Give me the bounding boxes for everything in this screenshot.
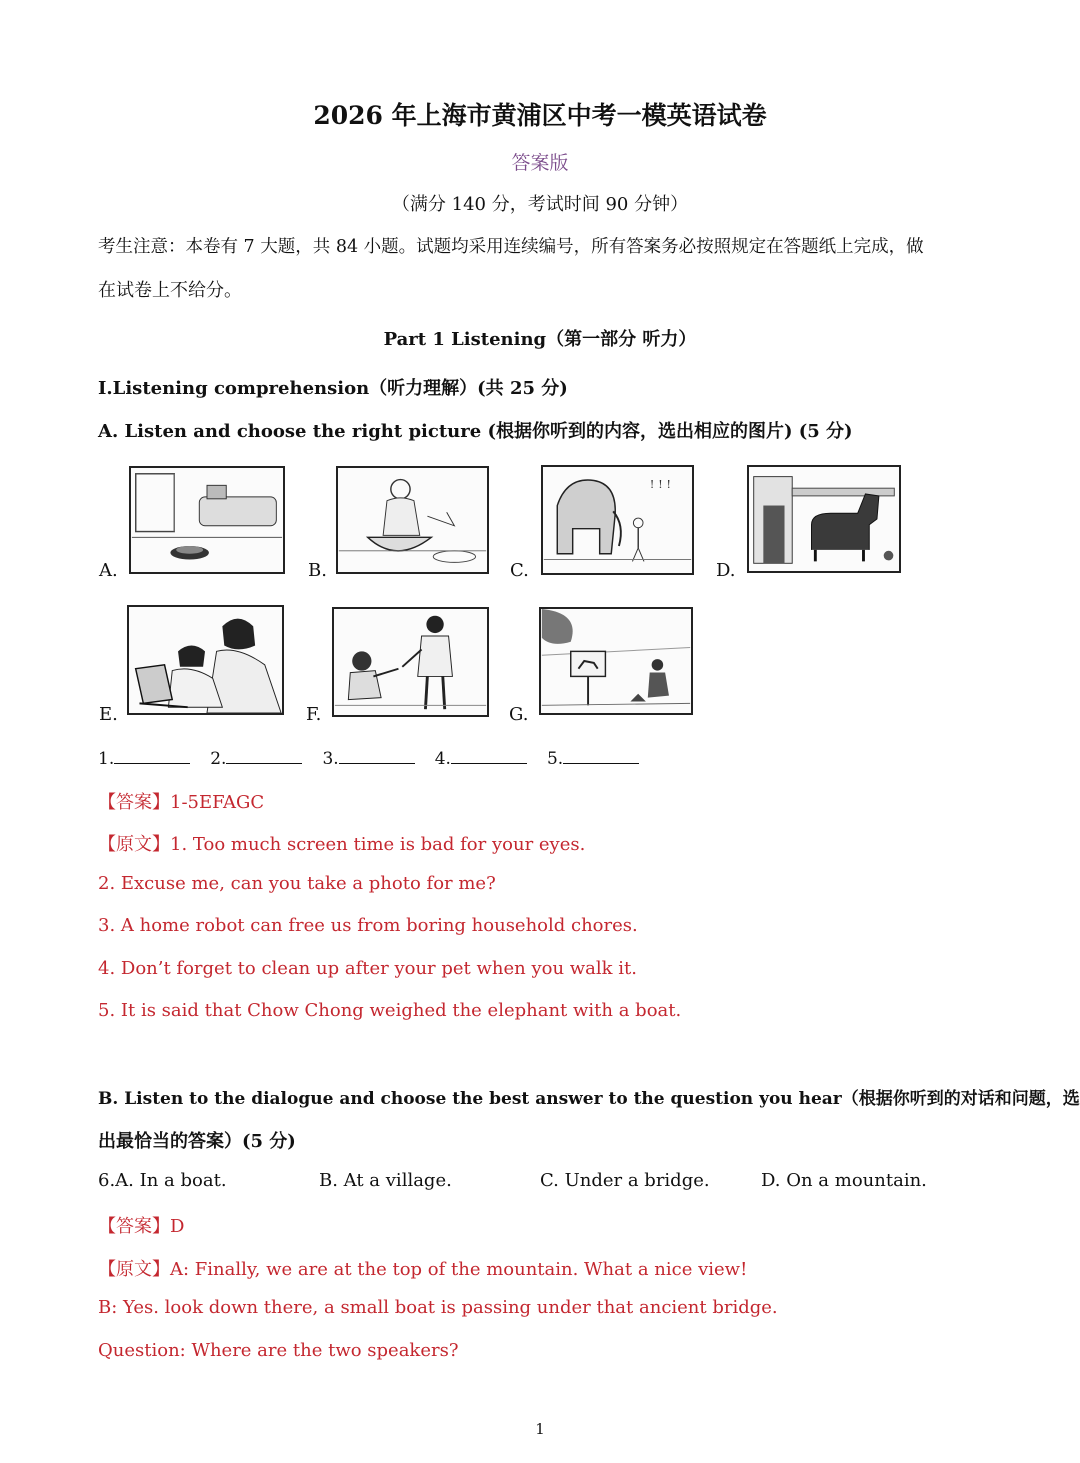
picture-label-e: E. [99, 704, 118, 725]
picture-label-d: D. [716, 560, 736, 581]
section-B-heading-1: B. Listen to the dialogue and choose the best answer to the question you hear（根据你听到的对话和问题，选 [98, 1089, 1080, 1109]
answer-blank-3[interactable] [339, 745, 415, 764]
answer-blanks-row [98, 745, 639, 769]
picture-c-illustration [543, 467, 692, 573]
transcript-tag-q6: 【原文】 [98, 1259, 170, 1280]
blank-label-2: 2. [210, 749, 227, 769]
picture-label-a: A. [99, 560, 118, 581]
blank-label-1: 1. [98, 749, 115, 769]
picture-d-illustration [749, 467, 899, 571]
answer-blank-4[interactable] [451, 745, 527, 764]
picture-a-illustration [131, 468, 283, 572]
picture-g-illustration [541, 609, 691, 713]
transcript-q6-1: A: Finally, we are at the top of the mountain. What a nice view! [170, 1259, 748, 1280]
picture-d-trojan-horse [747, 465, 901, 573]
section-I-heading: I.Listening comprehension（听力理解）(共 25 分) [98, 378, 568, 399]
score-time-note: （满分 140 分，考试时间 90 分钟） [391, 194, 689, 215]
picture-c-elephant [541, 465, 694, 575]
picture-b-dishes [336, 466, 489, 574]
answer-tag-q6: 【答案】 [98, 1216, 170, 1237]
transcript-a-line-1 [98, 830, 585, 856]
picture-label-c: C. [510, 560, 529, 581]
picture-e-illustration [129, 607, 282, 713]
picture-label-f: F. [306, 704, 322, 725]
picture-e-laptop [127, 605, 284, 715]
picture-f-illustration [334, 609, 487, 715]
notice-line-1: 考生注意：本卷有 7 大题，共 84 小题。试题均采用连续编号，所有答案务必按照规定在答题纸上完成，做 [98, 237, 924, 257]
answer-q6 [98, 1212, 184, 1238]
picture-label-b: B. [308, 560, 327, 581]
answer-a [98, 788, 264, 814]
transcript-q6-2: B: Yes. look down there, a small boat is passing under that ancient bridge. [98, 1297, 778, 1318]
picture-a-robot-vacuum [129, 466, 285, 574]
answer-blank-1[interactable] [114, 745, 190, 764]
page-subtitle: 答案版 [511, 152, 569, 174]
page-number: 1 [535, 1420, 545, 1438]
transcript-a-5: 5. It is said that Chow Chong weighed the elephant with a boat. [98, 1000, 682, 1021]
picture-b-illustration [338, 468, 487, 572]
answer-blank-5[interactable] [563, 745, 639, 764]
blank-label-4: 4. [434, 749, 451, 769]
q6-option-d[interactable]: D. On a mountain. [761, 1170, 927, 1191]
notice-line-2: 在试卷上不给分。 [98, 280, 242, 301]
picture-g-dog-park [539, 607, 693, 715]
picture-f-photo-request [332, 607, 489, 717]
part1-heading: Part 1 Listening（第一部分 听力） [383, 329, 697, 350]
q6-option-c[interactable]: C. Under a bridge. [540, 1170, 710, 1191]
transcript-q6-line-1 [98, 1255, 747, 1281]
transcript-a-4: 4. Don’t forget to clean up after your pet when you walk it. [98, 958, 638, 979]
answer-q6-value: D [170, 1216, 185, 1237]
transcript-q6-3: Question: Where are the two speakers? [98, 1340, 459, 1361]
svg-text:! ! !: ! ! ! [649, 477, 672, 492]
answer-tag: 【答案】 [98, 792, 170, 813]
transcript-a-3: 3. A home robot can free us from boring household chores. [98, 915, 638, 936]
answer-blank-2[interactable] [226, 745, 302, 764]
blank-label-3: 3. [322, 749, 339, 769]
q6-option-a[interactable]: 6.A. In a boat. [98, 1170, 227, 1191]
transcript-a-2: 2. Excuse me, can you take a photo for me? [98, 873, 496, 894]
blank-label-5: 5. [546, 749, 564, 769]
picture-label-g: G. [509, 704, 529, 725]
transcript-tag: 【原文】 [98, 834, 170, 855]
answer-a-value: 1-5EFAGC [170, 792, 265, 813]
page-title: 2026 年上海市黄浦区中考一模英语试卷 [313, 101, 767, 130]
section-A-heading: A. Listen and choose the right picture (根据你听到的内容，选出相应的图片) (5 分) [98, 421, 853, 442]
q6-option-b[interactable]: B. At a village. [319, 1170, 452, 1191]
transcript-a-1: 1. Too much screen time is bad for your eyes. [170, 834, 586, 855]
section-B-heading-2: 出最恰当的答案）(5 分) [98, 1131, 296, 1152]
